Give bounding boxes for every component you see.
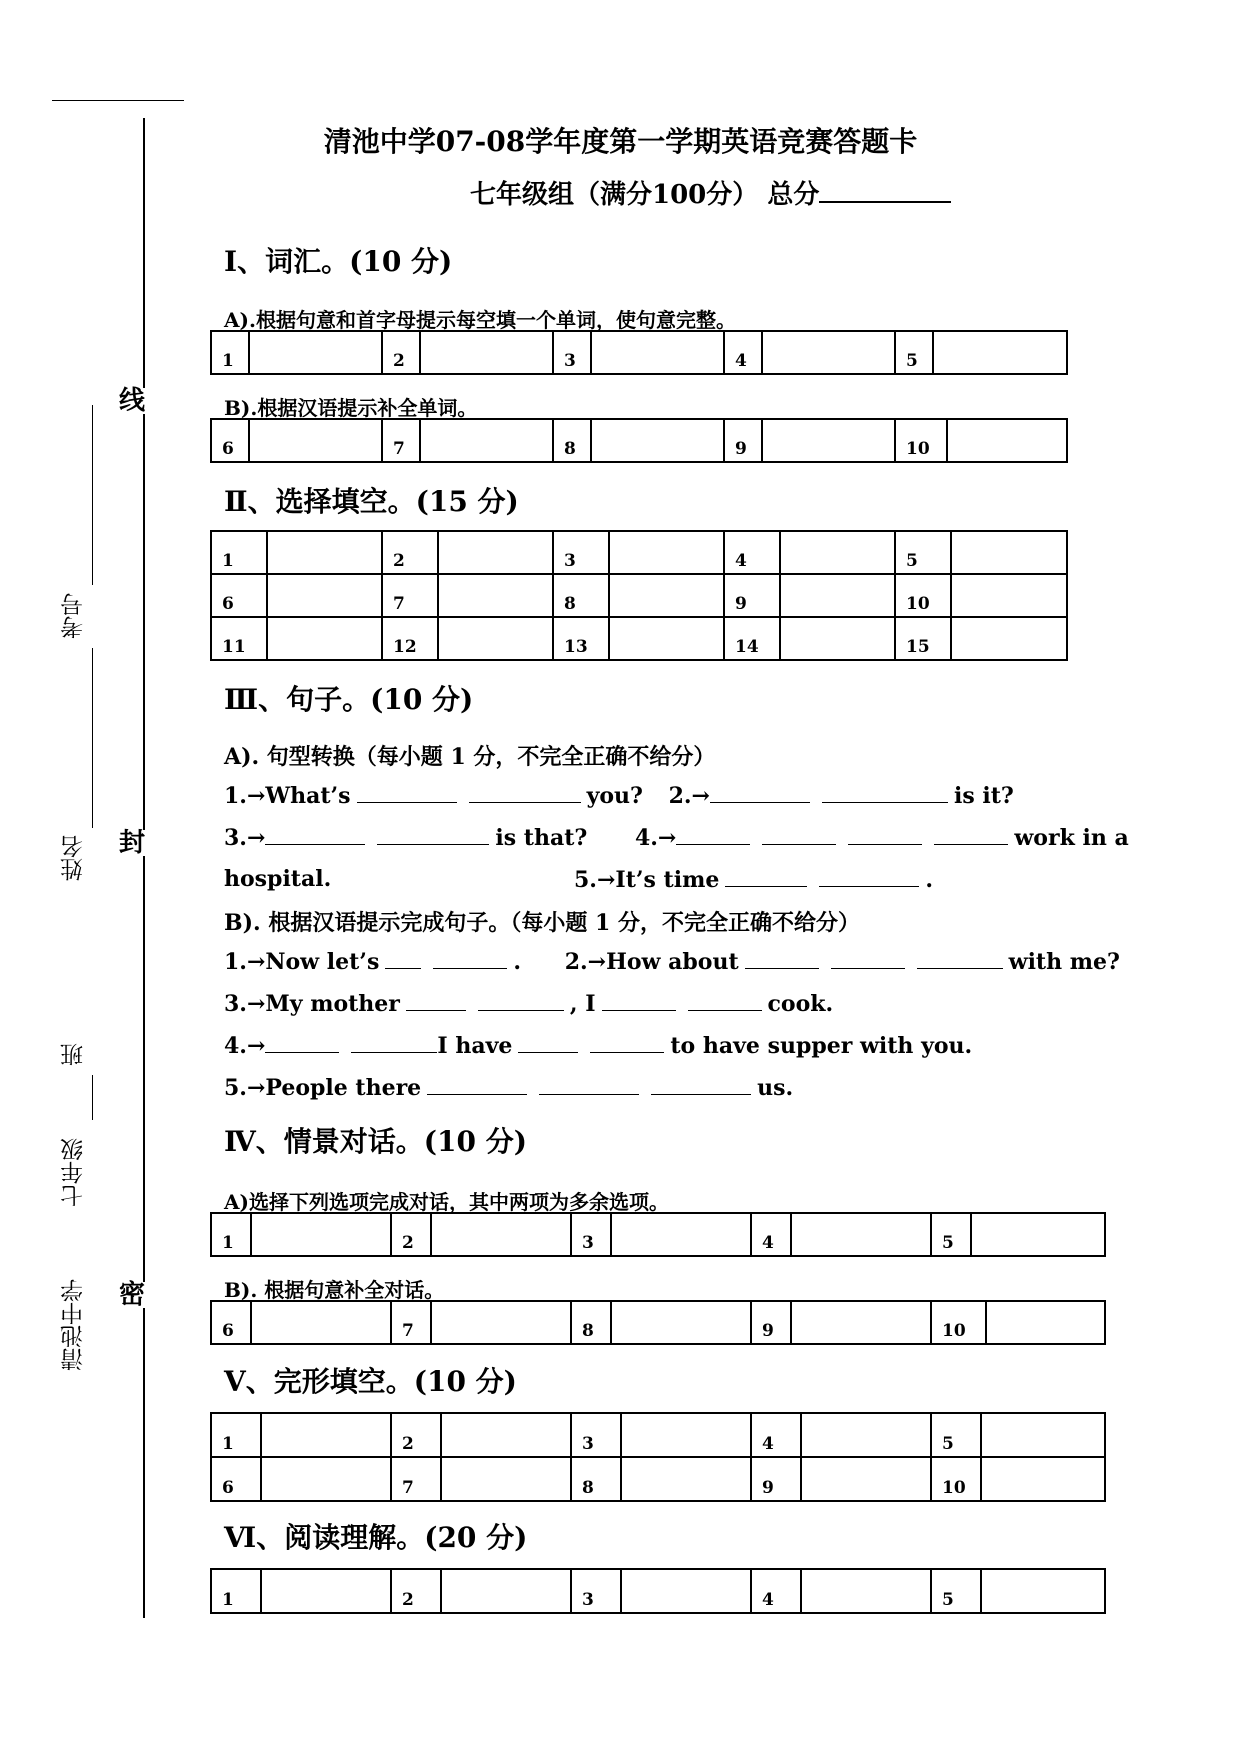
answer-cell[interactable] [251, 1301, 391, 1344]
answer-blank[interactable] [539, 1074, 639, 1095]
sentence-row [224, 1032, 972, 1059]
answer-number: 1 [211, 1569, 261, 1613]
answer-number: 4 [751, 1413, 801, 1457]
answer-cell[interactable] [951, 574, 1067, 617]
sentence-text: 2.→How about [564, 949, 739, 975]
answer-blank[interactable] [377, 824, 489, 845]
answer-cell[interactable] [420, 419, 553, 462]
class-blank[interactable] [92, 1075, 93, 1120]
answer-cell[interactable] [947, 419, 1067, 462]
answer-blank[interactable] [351, 1032, 437, 1053]
answer-cell[interactable] [609, 617, 724, 660]
section-4a-grid [210, 1212, 1106, 1257]
answer-cell[interactable] [951, 617, 1067, 660]
sentence-text: hospital. [224, 866, 332, 892]
section-4a-instruction: A)选择下列选项完成对话，其中两项为多余选项。 [224, 1190, 669, 1214]
binding-line [143, 118, 145, 1618]
answer-number: 10 [931, 1301, 986, 1344]
answer-cell[interactable] [591, 419, 724, 462]
answer-cell[interactable] [441, 1569, 571, 1613]
answer-number: 9 [724, 419, 762, 462]
answer-number: 8 [553, 419, 591, 462]
class-label: 班 [61, 1043, 87, 1067]
answer-cell[interactable] [261, 1413, 391, 1457]
sentence-text: 5.→It’s time [574, 867, 720, 893]
answer-number: 7 [382, 419, 420, 462]
answer-number: 9 [724, 574, 780, 617]
answer-number: 10 [895, 419, 947, 462]
answer-blank[interactable] [688, 990, 762, 1011]
sentence-text: work in a [1014, 825, 1129, 851]
answer-blank[interactable] [433, 948, 507, 969]
name-label: 姓名 [61, 835, 87, 881]
grade-label: 七年级 [61, 1138, 87, 1208]
answer-cell[interactable] [611, 1301, 751, 1344]
answer-number: 2 [391, 1413, 441, 1457]
sentence-text: . [925, 867, 934, 893]
answer-number: 5 [895, 331, 933, 374]
sentence-text: 4.→ [634, 825, 677, 851]
section-4b-instruction: B). 根据句意补全对话。 [224, 1278, 445, 1302]
answer-cell[interactable] [981, 1569, 1105, 1613]
answer-cell[interactable] [801, 1569, 931, 1613]
answer-cell[interactable] [441, 1413, 571, 1457]
subtitle-text: 七年级组（满分100分） 总分 [470, 180, 820, 210]
sentence-text: with me? [1008, 949, 1120, 975]
answer-number: 1 [211, 1413, 261, 1457]
answer-blank[interactable] [385, 948, 421, 969]
sentence-text: is that? [495, 825, 588, 851]
answer-blank[interactable] [602, 990, 676, 1011]
sentence-text: 1.→Now let’s [224, 949, 380, 975]
answer-blank[interactable] [831, 948, 905, 969]
section-3-heading: Ⅲ、句子。(10 分) [224, 683, 474, 716]
answer-number: 7 [382, 574, 438, 617]
answer-blank[interactable] [745, 948, 819, 969]
answer-number: 5 [895, 531, 951, 574]
answer-number: 3 [553, 331, 591, 374]
answer-cell[interactable] [267, 531, 382, 574]
answer-cell[interactable] [791, 1213, 931, 1256]
answer-blank[interactable] [469, 782, 581, 803]
answer-blank[interactable] [406, 990, 466, 1011]
answer-blank[interactable] [710, 782, 810, 803]
section-1a-grid [210, 330, 1068, 375]
answer-number: 3 [571, 1569, 621, 1613]
answer-number: 10 [895, 574, 951, 617]
answer-cell[interactable] [438, 574, 553, 617]
sentence-text: 1.→What’s [224, 783, 351, 809]
answer-cell[interactable] [801, 1413, 931, 1457]
answer-blank[interactable] [676, 824, 750, 845]
answer-number: 9 [751, 1301, 791, 1344]
answer-number: 2 [391, 1213, 431, 1256]
section-6-heading: Ⅵ、阅读理解。(20 分) [224, 1521, 528, 1554]
section-2-grid [210, 530, 1068, 661]
answer-cell[interactable] [621, 1413, 751, 1457]
answer-blank[interactable] [819, 866, 919, 887]
section-4-heading: Ⅳ、情景对话。(10 分) [224, 1125, 527, 1158]
answer-cell[interactable] [801, 1457, 931, 1501]
answer-number: 4 [751, 1569, 801, 1613]
answer-cell[interactable] [762, 331, 895, 374]
answer-cell[interactable] [251, 1213, 391, 1256]
answer-cell[interactable] [267, 617, 382, 660]
page-title: 清池中学07-08学年度第一学期英语竞赛答题卡 [323, 125, 918, 158]
answer-number: 10 [931, 1457, 981, 1501]
answer-cell[interactable] [621, 1457, 751, 1501]
answer-cell[interactable] [438, 531, 553, 574]
answer-cell[interactable] [420, 331, 553, 374]
answer-number: 4 [724, 331, 762, 374]
school-label: 清池中学 [61, 1279, 87, 1371]
answer-blank[interactable] [357, 782, 457, 803]
answer-cell[interactable] [438, 617, 553, 660]
margin-char-secret: 密 [112, 1282, 152, 1308]
section-1b-grid [210, 418, 1068, 463]
sentence-text: 3.→My mother [224, 991, 400, 1017]
answer-cell[interactable] [431, 1213, 571, 1256]
sentence-row [224, 824, 1129, 851]
answer-cell[interactable] [591, 331, 724, 374]
answer-number: 1 [211, 1213, 251, 1256]
section-1b-instruction: B).根据汉语提示补全单词。 [224, 396, 478, 420]
answer-cell[interactable] [791, 1301, 931, 1344]
answer-number: 6 [211, 574, 267, 617]
answer-number: 8 [553, 574, 609, 617]
sentence-text: to have supper with you. [670, 1033, 973, 1059]
answer-cell[interactable] [951, 531, 1067, 574]
section-6-grid [210, 1568, 1106, 1614]
sentence-text: I have [437, 1033, 513, 1059]
answer-cell[interactable] [249, 419, 382, 462]
total-score-blank[interactable] [819, 177, 951, 203]
answer-number: 5 [931, 1569, 981, 1613]
answer-blank[interactable] [917, 948, 1003, 969]
answer-cell[interactable] [986, 1301, 1105, 1344]
top-margin-line [52, 100, 184, 101]
sentence-text: 2.→ [668, 783, 710, 809]
sentence-row [224, 1074, 793, 1101]
answer-blank[interactable] [265, 1032, 339, 1053]
answer-number: 12 [382, 617, 438, 660]
answer-number: 11 [211, 617, 267, 660]
answer-cell[interactable] [621, 1569, 751, 1613]
answer-blank[interactable] [725, 866, 807, 887]
section-1-heading: Ⅰ、词汇。(10 分) [224, 245, 453, 278]
margin-char-line: 线 [112, 388, 152, 414]
answer-blank[interactable] [762, 824, 836, 845]
answer-number: 5 [931, 1213, 971, 1256]
answer-cell[interactable] [762, 419, 895, 462]
answer-number: 15 [895, 617, 951, 660]
answer-blank[interactable] [934, 824, 1008, 845]
answer-number: 7 [391, 1457, 441, 1501]
answer-blank[interactable] [478, 990, 564, 1011]
answer-cell[interactable] [780, 531, 895, 574]
sentence-row [224, 990, 833, 1017]
answer-number: 5 [931, 1413, 981, 1457]
sentence-text: . [513, 949, 522, 975]
section-5-heading: Ⅴ、完形填空。(10 分) [224, 1365, 517, 1398]
answer-number: 2 [382, 531, 438, 574]
answer-cell[interactable] [971, 1213, 1105, 1256]
sentence-text: 3.→ [224, 825, 266, 851]
sentence-text: cook. [767, 991, 834, 1017]
answer-number: 13 [553, 617, 609, 660]
answer-blank[interactable] [518, 1032, 578, 1053]
answer-cell[interactable] [267, 574, 382, 617]
answer-number: 8 [571, 1301, 611, 1344]
sentence-row [574, 866, 933, 893]
sentence-row [224, 782, 1014, 809]
margin-char-seal: 封 [112, 830, 152, 856]
answer-blank[interactable] [590, 1032, 664, 1053]
answer-number: 3 [571, 1213, 611, 1256]
answer-number: 3 [571, 1413, 621, 1457]
answer-number: 9 [751, 1457, 801, 1501]
answer-cell[interactable] [261, 1569, 391, 1613]
answer-cell[interactable] [611, 1213, 751, 1256]
sentence-text: 4.→ [224, 1033, 266, 1059]
answer-cell[interactable] [249, 331, 382, 374]
answer-blank[interactable] [651, 1074, 751, 1095]
sentence-row [224, 948, 1120, 975]
answer-blank[interactable] [265, 824, 365, 845]
exam-number-blank[interactable] [92, 405, 93, 585]
section-5-grid [210, 1412, 1106, 1502]
answer-cell[interactable] [933, 331, 1067, 374]
sentence-text: us. [757, 1075, 794, 1101]
answer-blank[interactable] [848, 824, 922, 845]
answer-number: 6 [211, 1457, 261, 1501]
answer-blank[interactable] [427, 1074, 527, 1095]
answer-number: 6 [211, 1301, 251, 1344]
answer-number: 6 [211, 419, 249, 462]
section-3b-instruction: B). 根据汉语提示完成句子。（每小题 1 分，不完全正确不给分） [224, 910, 860, 936]
answer-cell[interactable] [780, 574, 895, 617]
answer-cell[interactable] [609, 531, 724, 574]
answer-number: 14 [724, 617, 780, 660]
answer-number: 2 [382, 331, 420, 374]
answer-number: 3 [553, 531, 609, 574]
answer-cell[interactable] [609, 574, 724, 617]
answer-cell[interactable] [981, 1457, 1105, 1501]
name-blank[interactable] [92, 648, 93, 828]
sentence-text: 5.→People there [224, 1075, 422, 1101]
section-2-heading: Ⅱ、选择填空。(15 分) [224, 485, 519, 518]
answer-blank[interactable] [822, 782, 948, 803]
answer-number: 1 [211, 331, 249, 374]
answer-cell[interactable] [441, 1457, 571, 1501]
answer-number: 4 [724, 531, 780, 574]
exam-number-label: 考号 [61, 593, 87, 639]
answer-number: 7 [391, 1301, 431, 1344]
section-3a-instruction: A). 句型转换（每小题 1 分，不完全正确不给分） [224, 744, 716, 770]
sentence-text: you? [586, 783, 643, 809]
sentence-text: is it? [954, 783, 1014, 809]
answer-cell[interactable] [261, 1457, 391, 1501]
answer-cell[interactable] [780, 617, 895, 660]
answer-cell[interactable] [431, 1301, 571, 1344]
page-subtitle [470, 174, 951, 211]
section-1a-instruction: A).根据句意和首字母提示每空填一个单词，使句意完整。 [224, 308, 736, 332]
answer-number: 1 [211, 531, 267, 574]
answer-number: 2 [391, 1569, 441, 1613]
answer-number: 4 [751, 1213, 791, 1256]
answer-number: 8 [571, 1457, 621, 1501]
answer-cell[interactable] [981, 1413, 1105, 1457]
sentence-text: , I [569, 991, 596, 1017]
section-4b-grid [210, 1300, 1106, 1345]
